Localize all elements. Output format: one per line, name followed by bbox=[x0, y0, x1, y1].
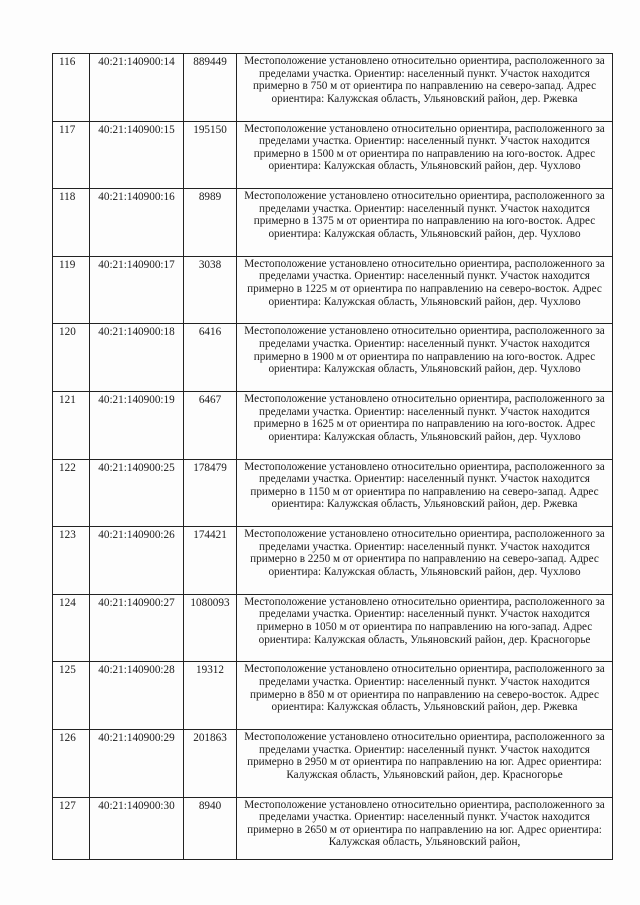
area-value: 174421 bbox=[184, 527, 237, 595]
location-description: Местоположение установлено относительно ориентира, расположенного за пределами участка. Ориентир: населенный пункт. Участок находится примерно в 1625 м от ориентира по направлению на юго-восток. Адрес ориентира: Калужская область, Ульяновский район, дер. Чухлово bbox=[237, 391, 613, 459]
table-row bbox=[53, 391, 613, 459]
area-value: 195150 bbox=[184, 121, 237, 189]
row-number: 122 bbox=[53, 459, 90, 527]
table-row bbox=[53, 594, 613, 662]
parcels-table bbox=[52, 53, 613, 860]
location-description: Местоположение установлено относительно ориентира, расположенного за пределами участка. Ориентир: населенный пункт. Участок находится примерно в 2950 м от ориентира по направлению на юг. Адрес ориентира: Калужская область, Ульяновский район, дер. Красногорье bbox=[237, 729, 613, 797]
row-number: 125 bbox=[53, 662, 90, 730]
table-row bbox=[53, 189, 613, 257]
location-description: Местоположение установлено относительно ориентира, расположенного за пределами участка. Ориентир: населенный пункт. Участок находится примерно в 1900 м от ориентира по направлению на юго-восток. Адрес ориентира: Калужская область, Ульяновский район, дер. Чухлово bbox=[237, 324, 613, 392]
table-row bbox=[53, 324, 613, 392]
area-value: 1080093 bbox=[184, 594, 237, 662]
row-number: 118 bbox=[53, 189, 90, 257]
row-number: 126 bbox=[53, 729, 90, 797]
location-description: Местоположение установлено относительно ориентира, расположенного за пределами участка. Ориентир: населенный пункт. Участок находится примерно в 2650 м от ориентира по направлению на юг. Адрес ориентира: Калужская область, Ульяновский район, bbox=[237, 797, 613, 859]
cadastral-number: 40:21:140900:14 bbox=[90, 54, 184, 122]
table-row bbox=[53, 527, 613, 595]
area-value: 201863 bbox=[184, 729, 237, 797]
table-row bbox=[53, 54, 613, 122]
cadastral-number: 40:21:140900:26 bbox=[90, 527, 184, 595]
table-row bbox=[53, 729, 613, 797]
cadastral-number: 40:21:140900:29 bbox=[90, 729, 184, 797]
row-number: 116 bbox=[53, 54, 90, 122]
location-description: Местоположение установлено относительно ориентира, расположенного за пределами участка. Ориентир: населенный пункт. Участок находится примерно в 2250 м от ориентира по направлению на северо-запад. Адрес ориентира: Калужская область, Ульяновский район, дер. Чухлово bbox=[237, 527, 613, 595]
cadastral-number: 40:21:140900:15 bbox=[90, 121, 184, 189]
table-row bbox=[53, 121, 613, 189]
area-value: 889449 bbox=[184, 54, 237, 122]
cadastral-number: 40:21:140900:28 bbox=[90, 662, 184, 730]
area-value: 3038 bbox=[184, 256, 237, 324]
table-row bbox=[53, 662, 613, 730]
cadastral-number: 40:21:140900:30 bbox=[90, 797, 184, 859]
row-number: 120 bbox=[53, 324, 90, 392]
cadastral-number: 40:21:140900:16 bbox=[90, 189, 184, 257]
area-value: 8940 bbox=[184, 797, 237, 859]
row-number: 124 bbox=[53, 594, 90, 662]
cadastral-number: 40:21:140900:19 bbox=[90, 391, 184, 459]
area-value: 6416 bbox=[184, 324, 237, 392]
area-value: 6467 bbox=[184, 391, 237, 459]
location-description: Местоположение установлено относительно ориентира, расположенного за пределами участка. Ориентир: населенный пункт. Участок находится примерно в 750 м от ориентира по направлению на северо-запад. Адрес ориентира: Калужская область, Ульяновский район, дер. Ржевка bbox=[237, 54, 613, 122]
table-row bbox=[53, 459, 613, 527]
location-description: Местоположение установлено относительно ориентира, расположенного за пределами участка. Ориентир: населенный пункт. Участок находится примерно в 1375 м от ориентира по направлению на юго-восток. Адрес ориентира: Калужская область, Ульяновский район, дер. Чухлово bbox=[237, 189, 613, 257]
cadastral-number: 40:21:140900:25 bbox=[90, 459, 184, 527]
area-value: 178479 bbox=[184, 459, 237, 527]
cadastral-number: 40:21:140900:27 bbox=[90, 594, 184, 662]
table-row bbox=[53, 797, 613, 859]
row-number: 117 bbox=[53, 121, 90, 189]
row-number: 119 bbox=[53, 256, 90, 324]
location-description: Местоположение установлено относительно ориентира, расположенного за пределами участка. Ориентир: населенный пункт. Участок находится примерно в 1150 м от ориентира по направлению на северо-запад. Адрес ориентира: Калужская область, Ульяновский район, дер. Ржевка bbox=[237, 459, 613, 527]
cadastral-number: 40:21:140900:18 bbox=[90, 324, 184, 392]
row-number: 121 bbox=[53, 391, 90, 459]
area-value: 8989 bbox=[184, 189, 237, 257]
row-number: 127 bbox=[53, 797, 90, 859]
location-description: Местоположение установлено относительно ориентира, расположенного за пределами участка. Ориентир: населенный пункт. Участок находится примерно в 850 м от ориентира по направлению на северо-восток. Адрес ориентира: Калужская область, Ульяновский район, дер. Ржевка bbox=[237, 662, 613, 730]
location-description: Местоположение установлено относительно ориентира, расположенного за пределами участка. Ориентир: населенный пункт. Участок находится примерно в 1225 м от ориентира по направлению на северо-восток. Адрес ориентира: Калужская область, Ульяновский район, дер. Чухлово bbox=[237, 256, 613, 324]
table-row bbox=[53, 256, 613, 324]
location-description: Местоположение установлено относительно ориентира, расположенного за пределами участка. Ориентир: населенный пункт. Участок находится примерно в 1500 м от ориентира по направлению на юго-восток. Адрес ориентира: Калужская область, Ульяновский район, дер. Чухлово bbox=[237, 121, 613, 189]
row-number: 123 bbox=[53, 527, 90, 595]
area-value: 19312 bbox=[184, 662, 237, 730]
location-description: Местоположение установлено относительно ориентира, расположенного за пределами участка. Ориентир: населенный пункт. Участок находится примерно в 1050 м от ориентира по направлению на юго-запад. Адрес ориентира: Калужская область, Ульяновский район, дер. Красногорье bbox=[237, 594, 613, 662]
cadastral-number: 40:21:140900:17 bbox=[90, 256, 184, 324]
